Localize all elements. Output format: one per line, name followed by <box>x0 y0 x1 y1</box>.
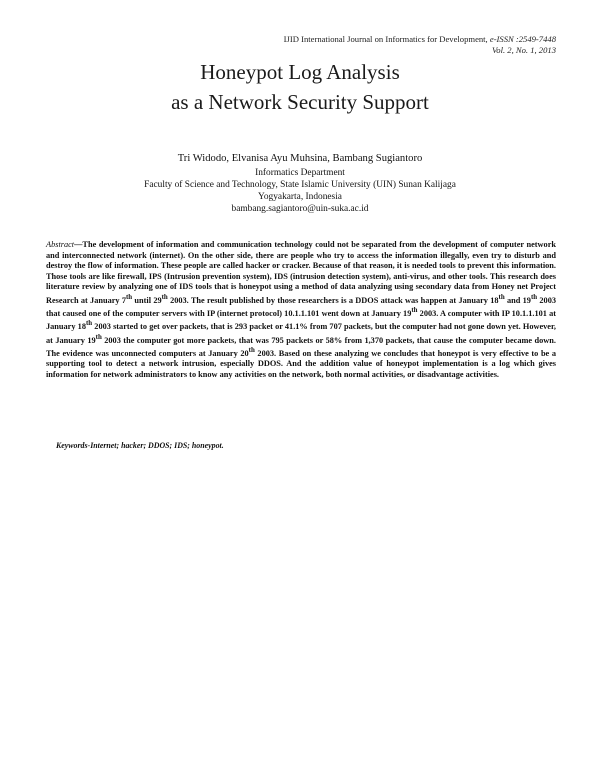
abstract-text: until 29 <box>132 295 162 305</box>
journal-header <box>284 34 556 55</box>
paper-title-line-1: Honeypot Log Analysis <box>200 60 400 84</box>
journal-volume: Vol. 2, No. 1, 2013 <box>492 44 556 55</box>
abstract <box>46 240 556 380</box>
abstract-label: Abstract <box>46 240 75 249</box>
abstract-text: 2003 started to get over packets, that is 293 packet or 41.1% from 707 packets, but the computer had not gone down yet. However, at January 19 <box>46 322 556 345</box>
paper-title-line-2: as a Network Security Support <box>171 90 429 114</box>
abstract-text: 2003. A computer with IP 10.1.1.101 at January 18 <box>46 308 556 332</box>
affiliation-city: Yogyakarta, Indonesia <box>258 192 342 202</box>
keywords: Keywords-Internet; hacker; DDOS; IDS; honeypot. <box>56 441 224 450</box>
ordinal-suffix: th <box>125 293 133 301</box>
abstract-text: 2003 the computer got more packets, that was 795 packets or 58% from 1,370 packets, that cause the computer became down. The evidence was unconnected computers at January 20 <box>46 335 556 358</box>
ordinal-suffix: th <box>85 320 93 328</box>
author-list: Tri Widodo, Elvanisa Ayu Muhsina, Bambang Sugiantoro <box>177 153 423 164</box>
ordinal-suffix: th <box>95 333 102 341</box>
ordinal-suffix: th <box>411 307 418 315</box>
ordinal-suffix: th <box>498 293 505 301</box>
abstract-text: —The development of information and communication technology could not be separated from the development of computer network and interconnected network (internet). On the other side, there are people who try to access the information illegally, even try to disturb and destroy the flow of information. These people are called hacker or cracker. Because of that reason, it is needed tools to prevent this information. Those tools are like firewall, IPS (Intrusion prevention system), IDS (intrusion detection system), anti-virus, and other tools. This research does literature review by analyzing one of IDS tools that is honeypot using a method of data analyzing using secondary data from Honey net Project Research at January 7 <box>46 240 556 305</box>
affiliation-faculty: Faculty of Science and Technology, State Islamic University (UIN) Sunan Kalijaga <box>144 180 456 190</box>
abstract-text: 2003. The result published by those researchers is a DDOS attack was happen at January 18 <box>167 295 499 305</box>
ordinal-suffix: th <box>161 293 168 301</box>
journal-name: IJID International Journal on Informatics for Development, <box>283 34 488 44</box>
author-email: bambang.sagiantoro@uin-suka.ac.id <box>231 204 369 214</box>
journal-issn: e-ISSN :2549-7448 <box>489 34 556 44</box>
abstract-text: 2003. Based on these analyzing we concludes that honeypot is very effective to be a supporting tool to detect a network intrusion, especially DDOS. And the addition value of honeypot implementation is a log which gives information for network administrators to know any activities on the network, both normal activities, or disadvantage activities. <box>46 348 557 379</box>
affiliation-department: Informatics Department <box>255 168 345 178</box>
abstract-text: 2003 that caused one of the computer servers with IP (internet protocol) 10.1.1.101 went down at January 19 <box>46 295 556 318</box>
abstract-text: and 19 <box>504 295 531 305</box>
ordinal-suffix: th <box>248 346 255 354</box>
ordinal-suffix: th <box>530 293 538 301</box>
